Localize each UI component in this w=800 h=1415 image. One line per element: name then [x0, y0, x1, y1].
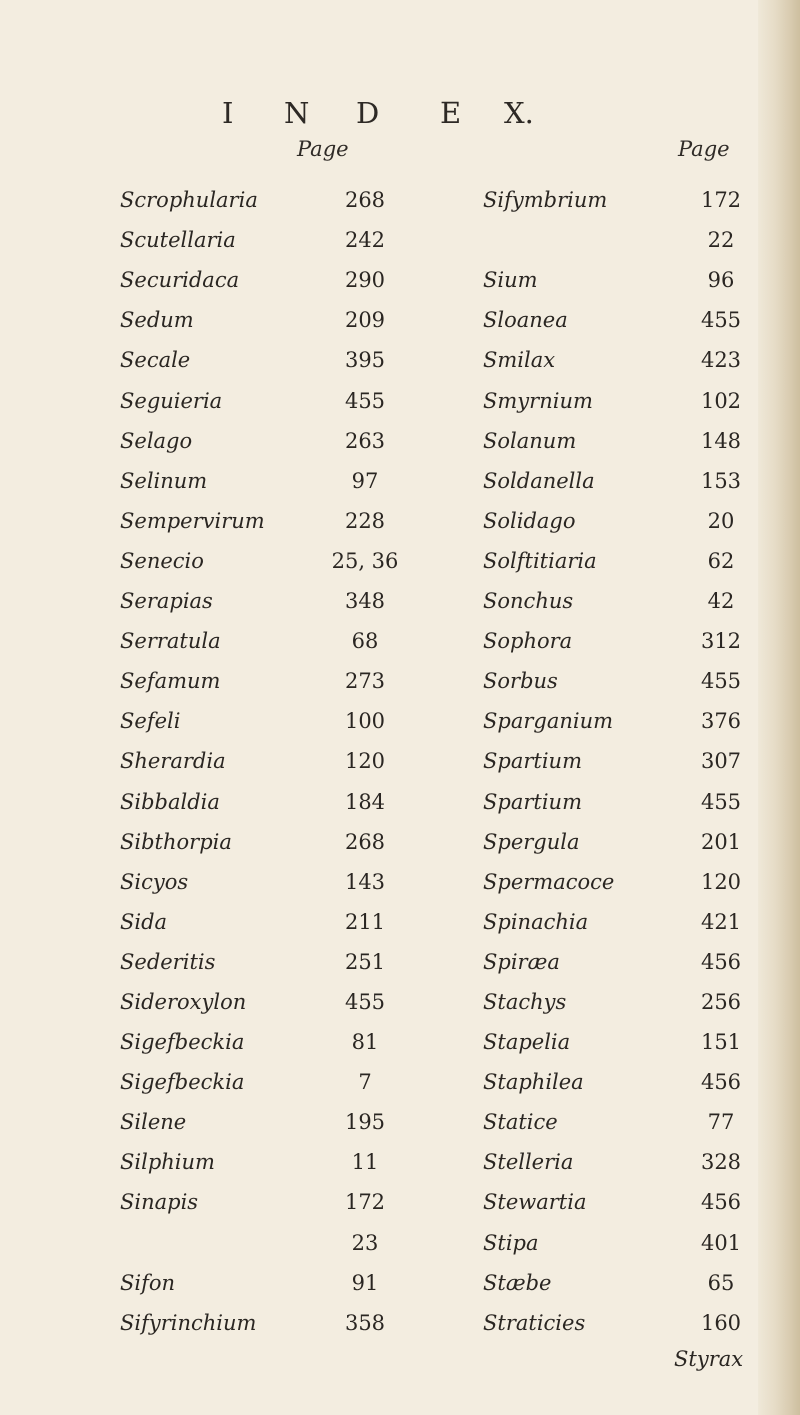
index-entry	[120, 258, 410, 298]
entry-page-number: 228	[344, 508, 386, 533]
index-entry	[120, 659, 410, 699]
entry-name: Smilax	[483, 348, 556, 373]
heading-letter: X.	[504, 96, 534, 130]
entry-page-number: 421	[700, 909, 742, 934]
entry-page-number: 273	[344, 669, 386, 694]
entry-name: Sigefbeckia	[120, 1070, 245, 1095]
index-entry	[120, 699, 410, 739]
entry-page-number: 268	[344, 829, 386, 854]
entry-page-number: 395	[344, 348, 386, 373]
index-entry	[483, 1100, 766, 1140]
entry-page-number: 456	[700, 1070, 742, 1095]
entry-name: Spartium	[483, 749, 582, 774]
entry-page-number: 456	[700, 1190, 742, 1215]
entry-name: Sibthorpia	[120, 829, 232, 854]
entry-name: Solanum	[483, 428, 577, 453]
entry-page-number: 209	[344, 308, 386, 333]
entry-name: Sinapis	[120, 1190, 199, 1215]
index-entry	[483, 579, 766, 619]
entry-page-number: 242	[344, 228, 386, 253]
entry-name: Sida	[120, 909, 168, 934]
entry-name: Spergula	[483, 829, 580, 854]
index-entry	[120, 338, 410, 378]
entry-page-number: 102	[700, 388, 742, 413]
entry-name: Sloanea	[483, 308, 568, 333]
index-entry	[483, 499, 766, 539]
index-entry	[483, 659, 766, 699]
entry-name: Sempervirum	[120, 508, 265, 533]
entry-name: Scutellaria	[120, 228, 236, 253]
entry-page-number: 172	[700, 188, 742, 213]
entry-name: Sonchus	[483, 589, 574, 614]
entry-name: Selinum	[120, 468, 208, 493]
index-entry	[483, 218, 766, 258]
index-entry	[120, 739, 410, 779]
entry-name: Sparganium	[483, 709, 614, 734]
entry-page-number: 65	[707, 1270, 735, 1295]
index-entry	[483, 619, 766, 659]
index-entry	[483, 298, 766, 338]
index-entry	[120, 1261, 410, 1301]
entry-name: Sifon	[120, 1270, 176, 1295]
entry-page-number: 195	[344, 1110, 386, 1135]
entry-name: Stachys	[483, 989, 567, 1014]
entry-page-number: 160	[700, 1310, 742, 1335]
entry-name: Stæbe	[483, 1270, 552, 1295]
index-entry	[483, 739, 766, 779]
index-entry	[120, 459, 410, 499]
entry-name: Sium	[483, 268, 538, 293]
index-entry	[120, 1180, 410, 1220]
entry-name: Sophora	[483, 629, 573, 654]
entry-name: Staphilea	[483, 1070, 584, 1095]
entry-page-number: 456	[700, 949, 742, 974]
entry-page-number: 401	[700, 1230, 742, 1255]
index-entry	[120, 1220, 410, 1260]
index-entry	[483, 459, 766, 499]
index-entry	[483, 900, 766, 940]
entry-name: Serratula	[120, 629, 221, 654]
entry-name: Sifyrinchium	[120, 1310, 257, 1335]
entry-name: Spiræa	[483, 949, 560, 974]
entry-page-number: 251	[344, 949, 386, 974]
entry-page-number: 96	[707, 268, 735, 293]
entry-name: Solftitiaria	[483, 548, 597, 573]
index-entry	[120, 378, 410, 418]
entry-name: Spermacoce	[483, 869, 615, 894]
entry-page-number: 22	[707, 228, 735, 253]
entry-name: Stipa	[483, 1230, 539, 1255]
entry-page-number: 143	[344, 869, 386, 894]
entry-page-number: 455	[344, 388, 386, 413]
index-entry	[120, 218, 410, 258]
index-entry	[120, 1060, 410, 1100]
entry-name: Sefeli	[120, 709, 181, 734]
entry-name: Sibbaldia	[120, 789, 220, 814]
entry-page-number: 120	[700, 869, 742, 894]
index-entry	[483, 178, 766, 218]
entry-name: Secale	[120, 348, 191, 373]
entry-name: Sederitis	[120, 949, 216, 974]
entry-name: Selago	[120, 428, 193, 453]
entry-page-number: 153	[700, 468, 742, 493]
entry-name: Sedum	[120, 308, 194, 333]
entry-page-number: 81	[351, 1030, 379, 1055]
left-index-column	[120, 178, 410, 1341]
entry-page-number: 358	[344, 1310, 386, 1335]
entry-page-number: 328	[700, 1150, 742, 1175]
entry-name: Statice	[483, 1110, 558, 1135]
index-entry	[483, 1301, 766, 1341]
index-entry	[483, 1060, 766, 1100]
entry-page-number: 23	[351, 1230, 379, 1255]
index-entry	[120, 1100, 410, 1140]
right-page-label: Page	[678, 137, 730, 161]
entry-page-number: 307	[700, 749, 742, 774]
entry-name: Solidago	[483, 508, 576, 533]
entry-page-number: 211	[344, 909, 386, 934]
entry-page-number: 97	[351, 468, 379, 493]
entry-name: Spinachia	[483, 909, 589, 934]
entry-page-number: 172	[344, 1190, 386, 1215]
index-entry	[483, 1020, 766, 1060]
entry-page-number: 184	[344, 789, 386, 814]
index-entry	[483, 258, 766, 298]
entry-page-number: 290	[344, 268, 386, 293]
catchword: Styrax	[674, 1347, 744, 1371]
entry-name: Stewartia	[483, 1190, 587, 1215]
entry-name: Seguieria	[120, 388, 223, 413]
index-entry	[120, 940, 410, 980]
entry-page-number: 268	[344, 188, 386, 213]
entry-name: Sorbus	[483, 669, 558, 694]
entry-name: Silphium	[120, 1150, 215, 1175]
entry-page-number: 151	[700, 1030, 742, 1055]
entry-name: Sefamum	[120, 669, 221, 694]
index-entry	[483, 779, 766, 819]
index-entry	[483, 378, 766, 418]
index-entry	[483, 820, 766, 860]
entry-page-number: 256	[700, 989, 742, 1014]
right-index-column	[483, 178, 766, 1341]
entry-name: Straticies	[483, 1310, 586, 1335]
entry-name: Sideroxylon	[120, 989, 247, 1014]
entry-name: Sigefbeckia	[120, 1030, 245, 1055]
entry-name: Silene	[120, 1110, 187, 1135]
index-entry	[120, 499, 410, 539]
index-entry	[120, 579, 410, 619]
entry-name: Stapelia	[483, 1030, 571, 1055]
entry-name: Senecio	[120, 548, 204, 573]
entry-page-number: 100	[344, 709, 386, 734]
index-entry	[483, 940, 766, 980]
index-entry	[120, 820, 410, 860]
heading-letter: E	[440, 96, 462, 130]
index-entry	[120, 619, 410, 659]
entry-page-number: 263	[344, 428, 386, 453]
entry-page-number: 7	[358, 1070, 372, 1095]
entry-page-number: 62	[707, 548, 735, 573]
index-entry	[483, 860, 766, 900]
entry-page-number: 455	[700, 308, 742, 333]
entry-name: Sifymbrium	[483, 188, 608, 213]
index-entry	[483, 539, 766, 579]
entry-page-number: 42	[707, 589, 735, 614]
entry-page-number: 455	[344, 989, 386, 1014]
index-entry	[483, 980, 766, 1020]
entry-name: Spartium	[483, 789, 582, 814]
index-entry	[483, 1261, 766, 1301]
index-entry	[120, 1140, 410, 1180]
entry-page-number: 68	[351, 629, 379, 654]
index-entry	[120, 980, 410, 1020]
entry-name: Smyrnium	[483, 388, 593, 413]
entry-page-number: 423	[700, 348, 742, 373]
entry-page-number: 376	[700, 709, 742, 734]
entry-name: Scrophularia	[120, 188, 258, 213]
heading-letter: I	[222, 96, 234, 130]
entry-name: Serapias	[120, 589, 213, 614]
index-entry	[120, 298, 410, 338]
index-entry	[120, 1020, 410, 1060]
heading-letter: N	[284, 96, 310, 130]
index-entry	[483, 338, 766, 378]
index-entry	[483, 1140, 766, 1180]
entry-page-number: 455	[700, 789, 742, 814]
entry-page-number: 455	[700, 669, 742, 694]
entry-name: Sherardia	[120, 749, 226, 774]
index-entry	[483, 699, 766, 739]
index-entry	[120, 1301, 410, 1341]
index-entry	[120, 860, 410, 900]
entry-page-number: 148	[700, 428, 742, 453]
entry-page-number: 77	[707, 1110, 735, 1135]
entry-name: Stelleria	[483, 1150, 574, 1175]
entry-page-number: 25, 36	[331, 548, 399, 573]
entry-name: Soldanella	[483, 468, 595, 493]
index-entry	[120, 779, 410, 819]
entry-page-number: 348	[344, 589, 386, 614]
entry-page-number: 91	[351, 1270, 379, 1295]
entry-name: Sicyos	[120, 869, 189, 894]
index-entry	[120, 900, 410, 940]
entry-page-number: 11	[351, 1150, 379, 1175]
entry-name: Securidaca	[120, 268, 240, 293]
index-entry	[483, 1220, 766, 1260]
entry-page-number: 20	[707, 508, 735, 533]
index-entry	[483, 1180, 766, 1220]
index-entry	[120, 539, 410, 579]
index-entry	[483, 419, 766, 459]
entry-page-number: 120	[344, 749, 386, 774]
index-entry	[120, 178, 410, 218]
entry-page-number: 201	[700, 829, 742, 854]
index-entry	[120, 419, 410, 459]
entry-page-number: 312	[700, 629, 742, 654]
heading-letter: D	[356, 96, 380, 130]
left-page-label: Page	[297, 137, 349, 161]
